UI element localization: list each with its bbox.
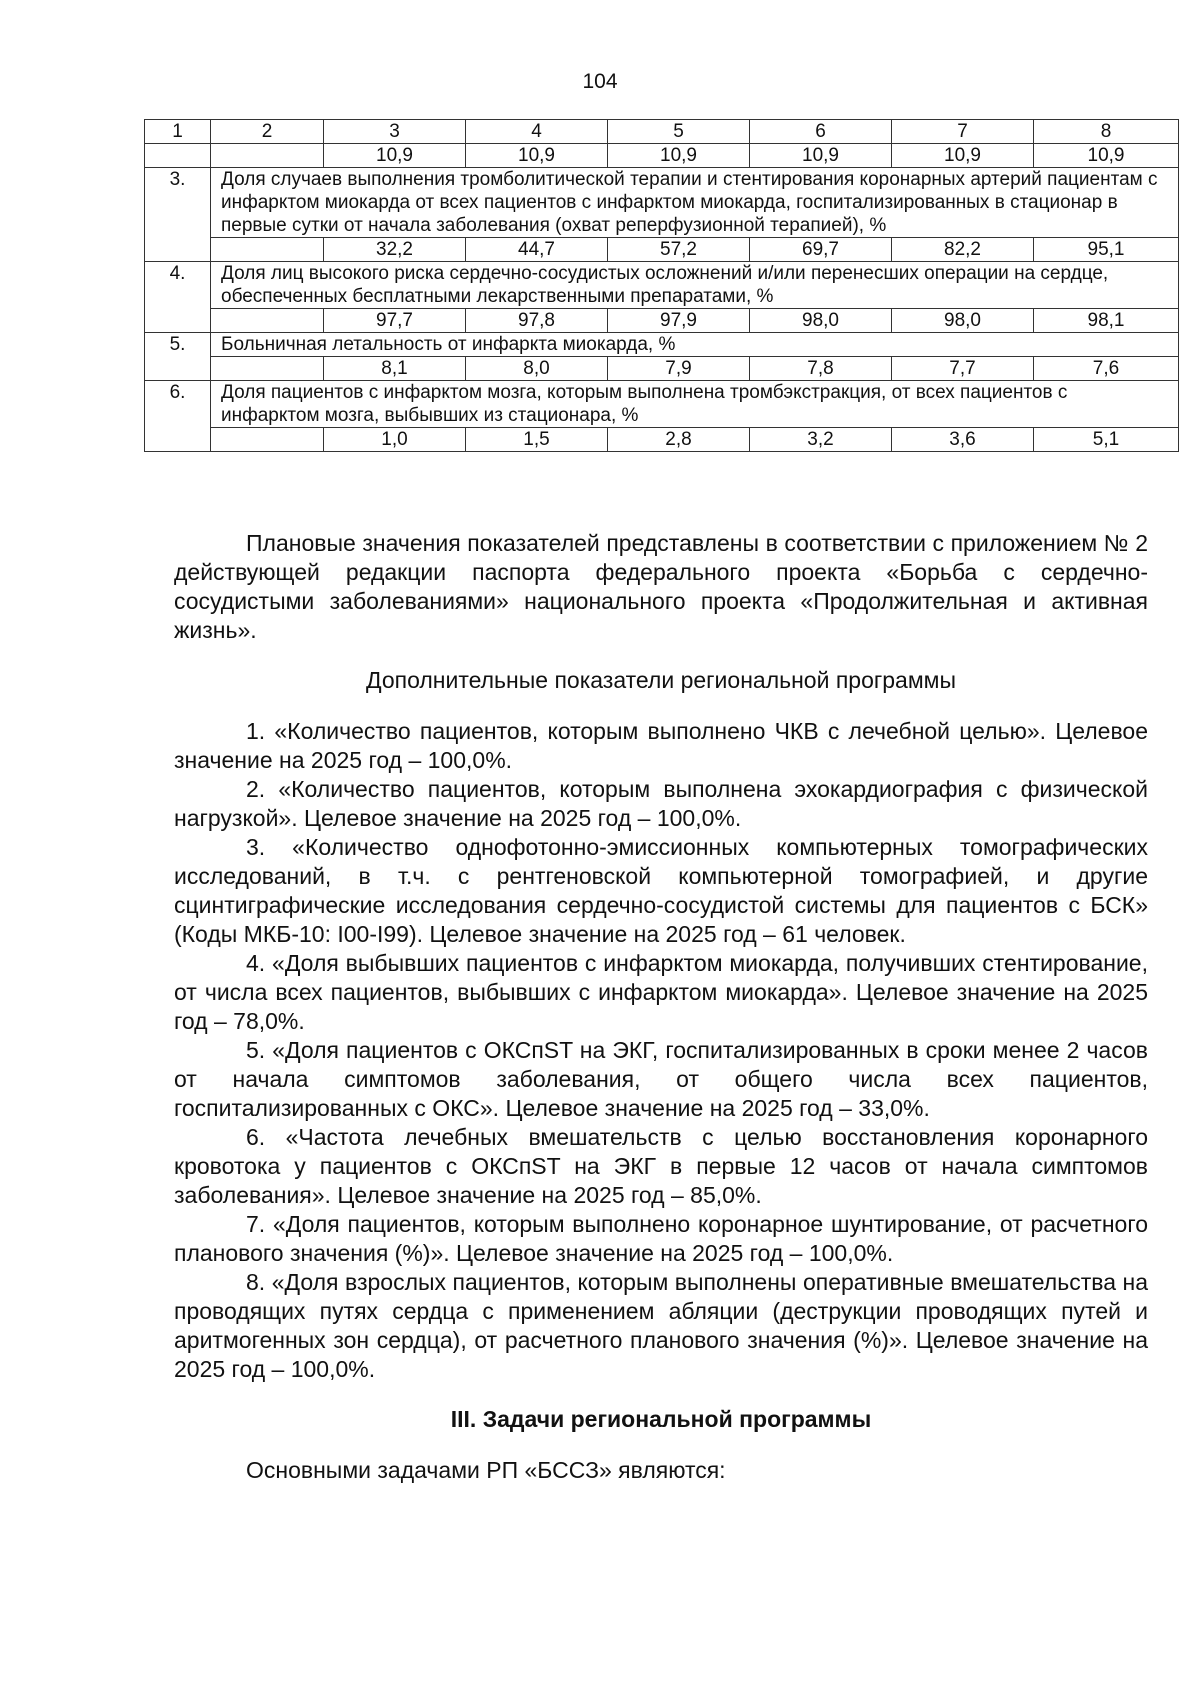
- value-cell: 98,0: [750, 309, 892, 333]
- value-cell: 7,9: [608, 357, 750, 381]
- table-row-indicator-3: [145, 168, 1179, 238]
- list-item: 8. «Доля взрослых пациентов, которым выполнены оперативные вмешательства на проводящих путях сердца с применением абляции (деструкции проводящих путей и аритмогенных зон сердца), от расчетного планового значения (%)». Целевое значение на 2025 год – 100,0%.: [174, 1269, 1148, 1382]
- header-cell: 2: [211, 120, 324, 144]
- value-cell: 3,6: [892, 428, 1034, 452]
- value-cell: 2,8: [608, 428, 750, 452]
- value-cell: 7,6: [1034, 357, 1179, 381]
- empty-cell: [211, 357, 324, 381]
- header-cell: 7: [892, 120, 1034, 144]
- table-row-indicator-6: [145, 381, 1179, 428]
- value-cell: 95,1: [1034, 238, 1179, 262]
- indicator-description: Доля лиц высокого риска сердечно-сосудистых осложнений и/или перенесших операции на сердце, обеспеченных бесплатными лекарственными препаратами, %: [211, 262, 1179, 309]
- list-item: 1. «Количество пациентов, которым выполнено ЧКВ с лечебной целью». Целевое значение на 2025 год – 100,0%.: [174, 718, 1148, 773]
- indicators-table: [144, 119, 1179, 452]
- value-cell: 57,2: [608, 238, 750, 262]
- additional-indicators-list: [174, 717, 1148, 1384]
- value-cell: 10,9: [466, 144, 608, 168]
- table-header-row: [145, 120, 1179, 144]
- value-cell: 97,7: [324, 309, 466, 333]
- header-cell: 1: [145, 120, 211, 144]
- table-row-indicator-4: [145, 262, 1179, 309]
- indicator-description: Больничная летальность от инфаркта миокарда, %: [211, 333, 1179, 357]
- table-values-row: [145, 238, 1179, 262]
- table-values-row: [145, 309, 1179, 333]
- row-number: 5.: [145, 333, 211, 381]
- list-item: 5. «Доля пациентов с ОКСпST на ЭКГ, госпитализированных в сроки менее 2 часов от начала симптомов заболевания, от общего числа всех пациентов, госпитализированных с ОКС». Целевое значение на 2025 год – 33,0%.: [174, 1037, 1148, 1121]
- empty-cell: [211, 238, 324, 262]
- list-item: 6. «Частота лечебных вмешательств с целью восстановления коронарного кровотока у пациентов с ОКСпST на ЭКГ в первые 12 часов от начала симптомов заболевания». Целевое значение на 2025 год – 85,0%.: [174, 1124, 1148, 1208]
- value-cell: 1,0: [324, 428, 466, 452]
- value-cell: 10,9: [324, 144, 466, 168]
- value-cell: 32,2: [324, 238, 466, 262]
- row-number: 4.: [145, 262, 211, 333]
- value-cell: 10,9: [1034, 144, 1179, 168]
- row-number: 3.: [145, 168, 211, 262]
- empty-cell: [211, 428, 324, 452]
- value-cell: 10,9: [608, 144, 750, 168]
- value-cell: 5,1: [1034, 428, 1179, 452]
- closing-paragraph: Основными задачами РП «БССЗ» являются:: [246, 1457, 726, 1483]
- empty-cell: [145, 144, 211, 168]
- header-cell: 8: [1034, 120, 1179, 144]
- list-item: 3. «Количество однофотонно-эмиссионных компьютерных томографических исследований, в т.ч. с рентгеновской компьютерной томографией, и другие сцинтиграфические исследования сердечно-сосудистой системы для пациентов с БСК» (Коды МКБ-10: I00-I99). Целевое значение на 2025 год – 61 человек.: [174, 834, 1148, 947]
- value-cell: 1,5: [466, 428, 608, 452]
- value-cell: 69,7: [750, 238, 892, 262]
- indicator-description: Доля пациентов с инфарктом мозга, которым выполнена тромбэкстракция, от всех пациентов с инфарктом мозга, выбывших из стационара, %: [211, 381, 1179, 428]
- header-cell: 5: [608, 120, 750, 144]
- document-body: [174, 529, 1148, 1485]
- list-item: 2. «Количество пациентов, которым выполнена эхокардиография с физической нагрузкой». Целевое значение на 2025 год – 100,0%.: [174, 776, 1148, 831]
- header-cell: 4: [466, 120, 608, 144]
- value-cell: 7,7: [892, 357, 1034, 381]
- page-number: 104: [582, 70, 618, 93]
- table-values-row: [145, 357, 1179, 381]
- value-cell: 8,0: [466, 357, 608, 381]
- header-cell: 3: [324, 120, 466, 144]
- empty-cell: [211, 309, 324, 333]
- value-cell: 82,2: [892, 238, 1034, 262]
- value-cell: 7,8: [750, 357, 892, 381]
- table-values-row: [145, 428, 1179, 452]
- value-cell: 10,9: [892, 144, 1034, 168]
- empty-cell: [211, 144, 324, 168]
- value-cell: 98,0: [892, 309, 1034, 333]
- value-cell: 98,1: [1034, 309, 1179, 333]
- indicator-description: Доля случаев выполнения тромболитической терапии и стентирования коронарных артерий пациентам с инфарктом миокарда от всех пациентов с инфарктом миокарда, госпитализированных в стационар в первые сутки от начала заболевания (охват реперфузионной терапией), %: [211, 168, 1179, 238]
- value-cell: 10,9: [750, 144, 892, 168]
- value-cell: 8,1: [324, 357, 466, 381]
- value-cell: 97,8: [466, 309, 608, 333]
- value-cell: 44,7: [466, 238, 608, 262]
- list-item: 4. «Доля выбывших пациентов с инфарктом миокарда, получивших стентирование, от числа всех пациентов, выбывших с инфарктом миокарда». Целевое значение на 2025 год – 78,0%.: [174, 950, 1148, 1034]
- header-cell: 6: [750, 120, 892, 144]
- table-row-indicator-5: [145, 333, 1179, 357]
- section-heading: III. Задачи региональной программы: [450, 1406, 872, 1432]
- value-cell: 97,9: [608, 309, 750, 333]
- intro-paragraph: Плановые значения показателей представлены в соответствии с приложением № 2 действующей редакции паспорта федерального проекта «Борьба с сердечно-сосудистыми заболеваниями» национального проекта «Продолжительная и активная жизнь».: [174, 530, 1148, 643]
- value-cell: 3,2: [750, 428, 892, 452]
- list-item: 7. «Доля пациентов, которым выполнено коронарное шунтирование, от расчетного планового значения (%)». Целевое значение на 2025 год – 100,0%.: [174, 1211, 1148, 1266]
- row-number: 6.: [145, 381, 211, 452]
- table-values-row: [145, 144, 1179, 168]
- additional-indicators-heading: Дополнительные показатели региональной программы: [365, 667, 956, 693]
